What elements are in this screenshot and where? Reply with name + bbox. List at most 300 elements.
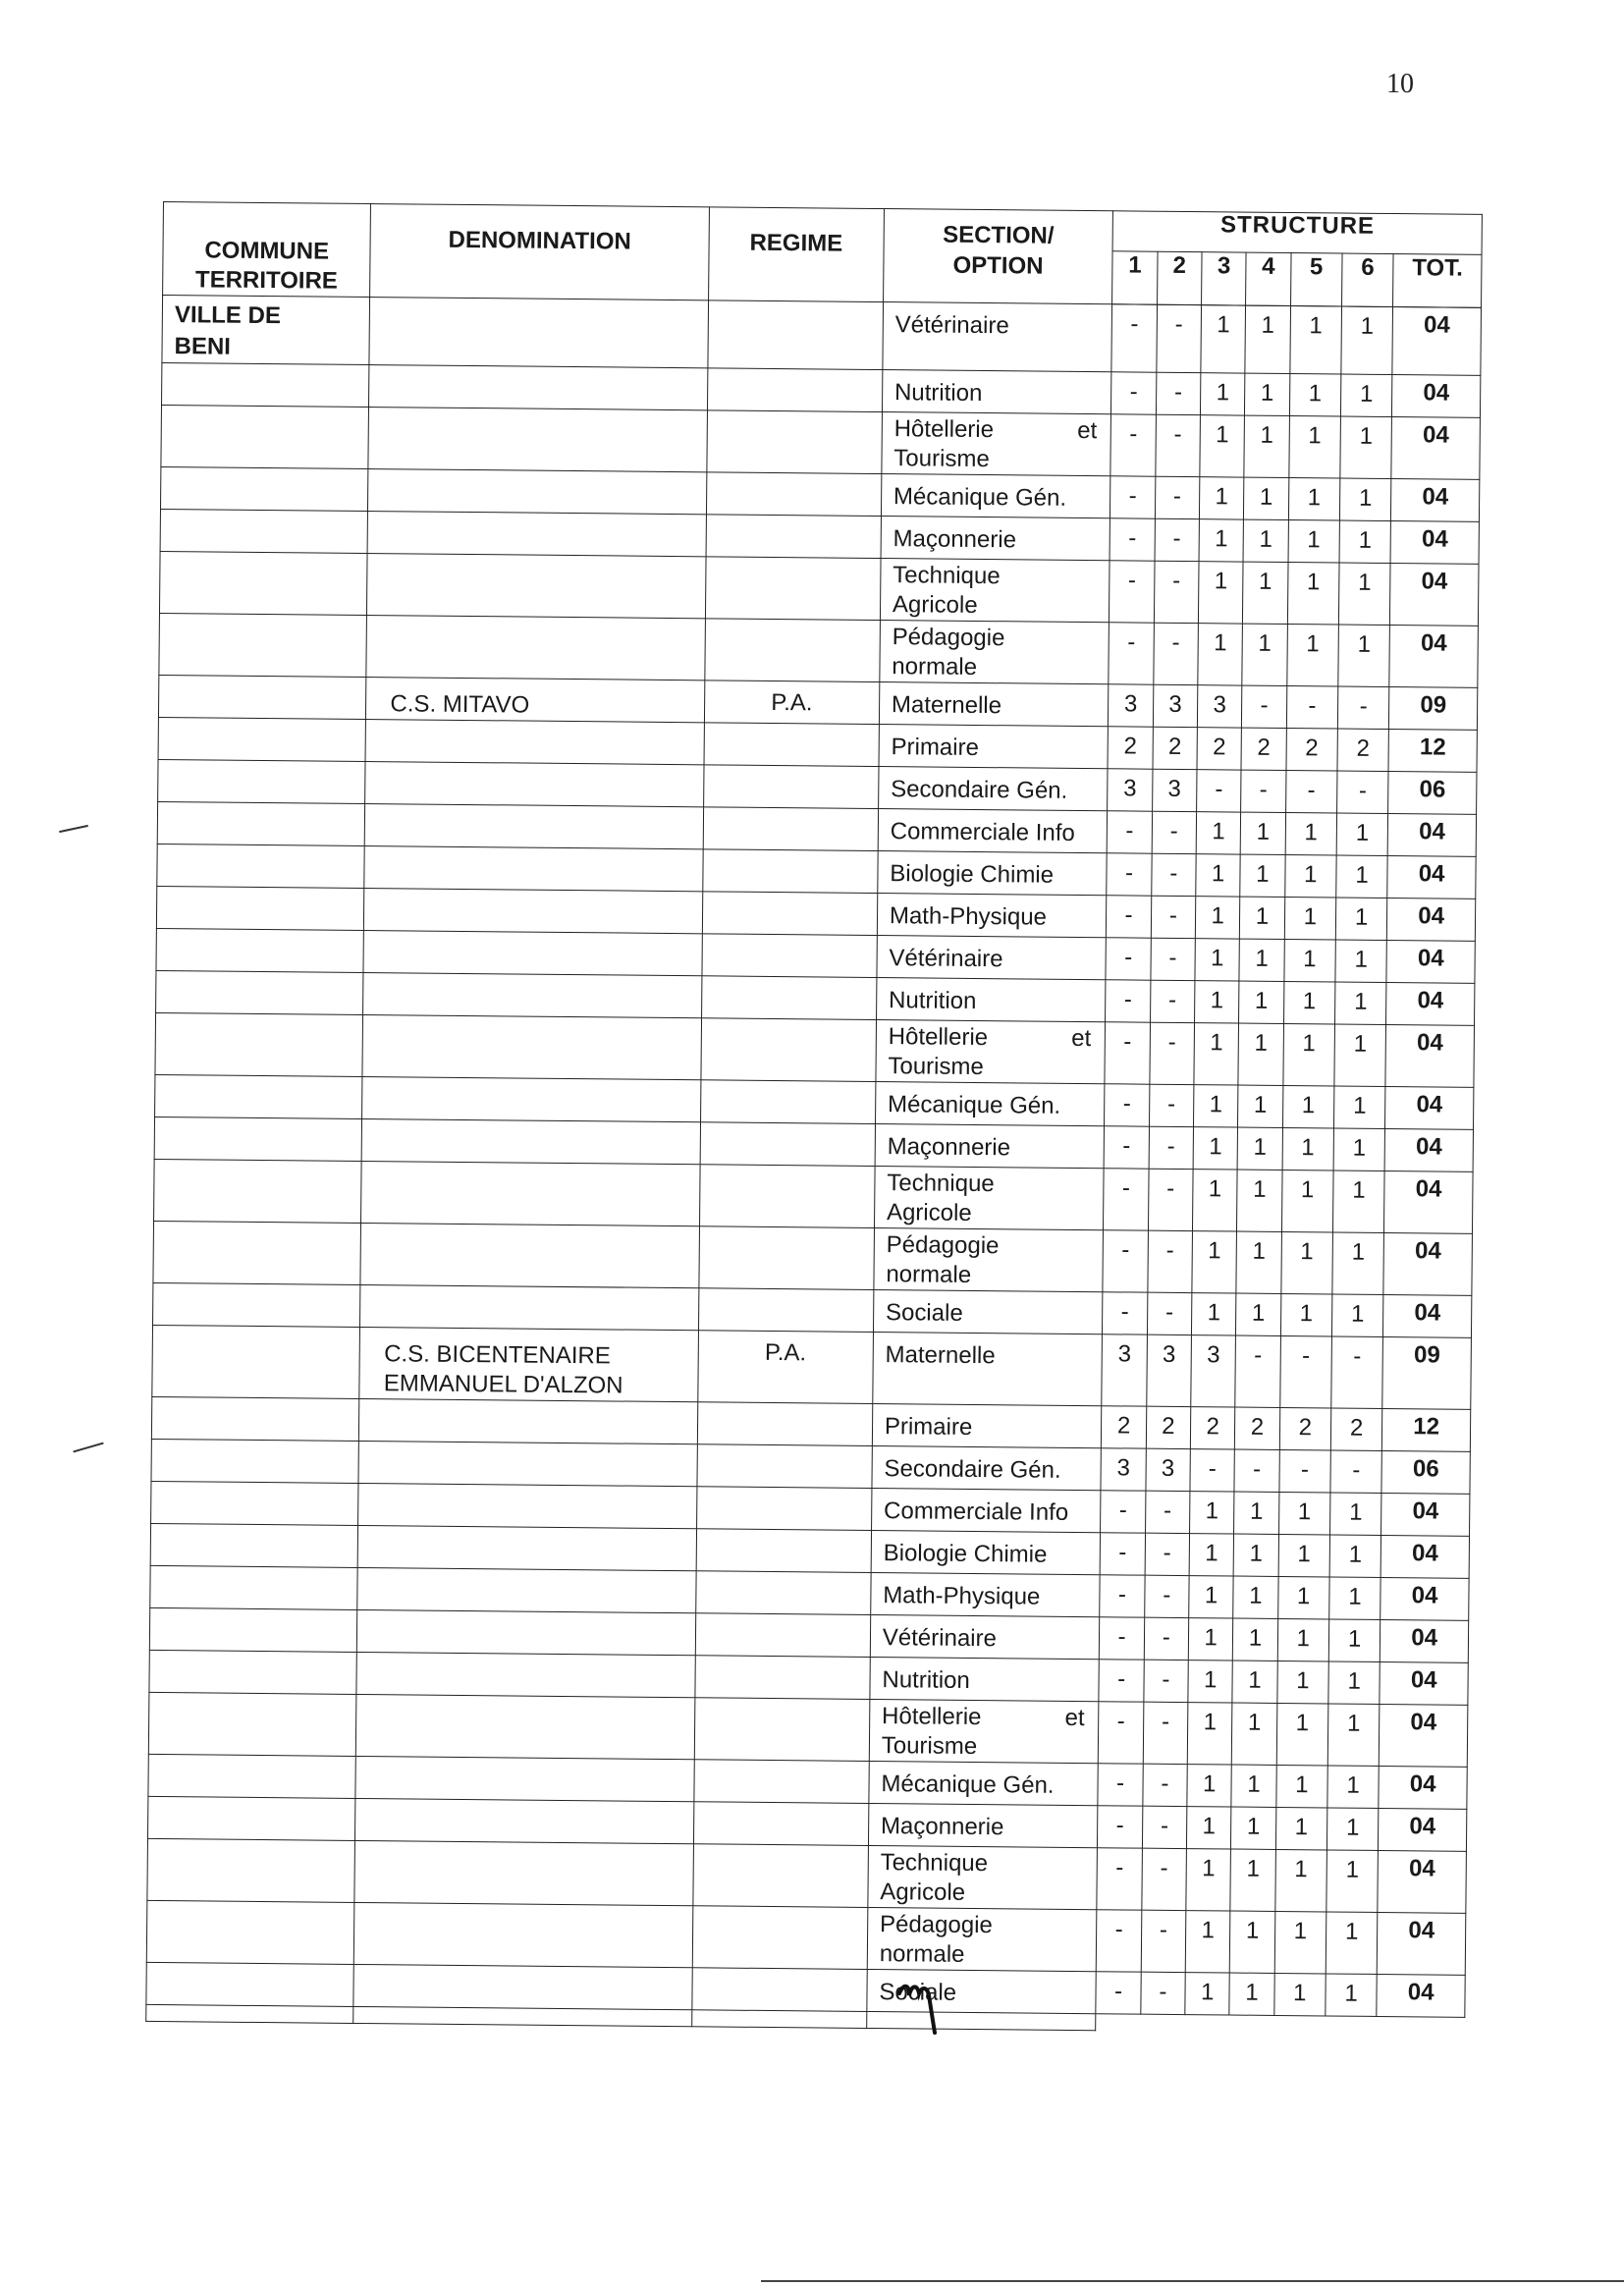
cell-level-1 — [1097, 1848, 1142, 1910]
cell-denomination — [365, 762, 704, 807]
level-value: 1 — [1358, 526, 1373, 554]
cell-section-option — [880, 559, 1110, 623]
cell-level-1 — [1101, 1491, 1146, 1533]
cell-level-2 — [1146, 1334, 1191, 1406]
level-value: 1 — [1210, 1029, 1223, 1057]
cell-level-1 — [1097, 1910, 1142, 1972]
cell-denomination — [361, 1161, 700, 1225]
level-value: 1 — [1301, 1092, 1316, 1119]
level-value: - — [1165, 1236, 1174, 1264]
level-value: 1 — [1215, 525, 1228, 553]
cell-level-2 — [1150, 980, 1195, 1022]
cell-level-3 — [1195, 981, 1240, 1023]
cell-level-3 — [1189, 1534, 1234, 1576]
level-value: 1 — [1202, 1770, 1217, 1798]
level-value: 1 — [1355, 819, 1370, 846]
cell-level-1 — [1110, 561, 1155, 623]
cell-level-6 — [1330, 1450, 1382, 1494]
cell-commune — [153, 1282, 361, 1327]
cell-denomination — [354, 1902, 693, 1967]
level-value: - — [1129, 378, 1138, 406]
table-row — [162, 296, 1482, 376]
cell-level-3 — [1198, 624, 1243, 685]
option-label: Maçonnerie — [880, 1813, 1004, 1841]
cell-level-3 — [1200, 415, 1245, 477]
total-value: 06 — [1412, 1455, 1439, 1483]
cell-level-3 — [1186, 1849, 1231, 1911]
cell-level-5 — [1286, 686, 1338, 730]
cell-regime — [700, 1080, 876, 1124]
level-value: - — [1166, 1090, 1176, 1117]
cell-total — [1388, 730, 1477, 773]
cell-level-6 — [1337, 729, 1389, 772]
cell-level-2 — [1144, 1660, 1189, 1702]
level-value: 1 — [1296, 1583, 1311, 1610]
cell-level-2 — [1147, 1292, 1192, 1334]
cell-denomination — [367, 512, 706, 557]
cell-level-6 — [1328, 1619, 1380, 1662]
total-value: 04 — [1418, 902, 1445, 930]
level-value: 1 — [1359, 422, 1374, 450]
cell-level-1 — [1108, 811, 1153, 853]
cell-total — [1380, 1661, 1468, 1705]
cell-section-option — [868, 1803, 1098, 1847]
level-value: 1 — [1307, 484, 1322, 512]
cell-total — [1391, 479, 1480, 522]
level-value: - — [1167, 1028, 1176, 1056]
level-value: - — [1127, 628, 1136, 656]
level-value: 1 — [1247, 1709, 1262, 1736]
level-value: 1 — [1245, 1979, 1259, 2006]
cell-total — [1380, 1535, 1469, 1578]
header-structure: STRUCTURE — [1112, 211, 1482, 255]
cell-regime — [706, 472, 882, 517]
cell-section-option — [875, 1124, 1105, 1169]
cell-commune — [157, 801, 365, 845]
level-value: 1 — [1251, 1299, 1266, 1327]
cell-level-4 — [1239, 939, 1284, 981]
total-value: 06 — [1419, 776, 1446, 803]
cell-level-4 — [1233, 1534, 1278, 1576]
cell-level-2 — [1150, 1022, 1195, 1084]
cell-level-1 — [1108, 769, 1153, 811]
cell-level-6 — [1332, 1232, 1384, 1294]
table-body — [146, 296, 1482, 2035]
cell-level-2 — [1148, 1169, 1193, 1230]
cell-level-5 — [1289, 306, 1341, 374]
cell-total — [1392, 375, 1481, 418]
option-label: Pédagogie — [886, 1231, 1000, 1260]
cell-section-option — [867, 1907, 1097, 1971]
cell-level-5 — [1280, 1231, 1332, 1293]
cell-level-1 — [1107, 853, 1152, 896]
cell-level-6 — [1338, 625, 1390, 686]
cell-level-2 — [1154, 623, 1199, 684]
level-value: 1 — [1346, 1710, 1361, 1737]
cell-level-4 — [1231, 1807, 1276, 1849]
cell-commune — [154, 1159, 362, 1223]
cell-commune — [155, 1012, 363, 1076]
level-value: - — [1171, 628, 1180, 656]
cell-commune — [152, 1325, 360, 1398]
cell-level-6 — [1327, 1704, 1380, 1766]
cell-commune — [149, 1607, 357, 1652]
level-value: - — [1117, 1623, 1126, 1651]
cell-regime — [701, 976, 877, 1020]
level-value: 1 — [1345, 1856, 1360, 1883]
level-value: 1 — [1300, 1176, 1315, 1204]
level-value: - — [1260, 691, 1269, 719]
total-value: 09 — [1413, 1341, 1440, 1369]
cell-section-option — [876, 978, 1106, 1022]
cell-section-option — [878, 767, 1108, 811]
cell-level-4 — [1236, 1293, 1281, 1335]
level-value: - — [1172, 567, 1181, 594]
level-value: 1 — [1208, 1237, 1221, 1265]
level-value: 2 — [1162, 1412, 1175, 1440]
cell-level-4 — [1235, 1407, 1280, 1449]
cell-level-5 — [1276, 1661, 1328, 1704]
option-label: Hôtellerie — [893, 415, 995, 444]
total-value: 04 — [1408, 1855, 1435, 1882]
cell-level-3 — [1191, 1335, 1236, 1407]
level-value: 3 — [1161, 1454, 1175, 1482]
cell-regime — [699, 1165, 875, 1228]
cell-commune — [154, 1116, 362, 1161]
header-level-1: 1 — [1112, 251, 1158, 304]
level-value: 1 — [1260, 379, 1274, 407]
cell-denomination — [356, 1652, 695, 1697]
cell-level-3 — [1191, 1293, 1236, 1335]
cell-level-3 — [1190, 1492, 1235, 1534]
total-value: 04 — [1412, 1497, 1439, 1525]
cell-denomination — [358, 1441, 697, 1486]
cell-section-option — [874, 1228, 1104, 1292]
cell-commune — [158, 717, 366, 761]
level-value: - — [1208, 1455, 1217, 1483]
cell-level-6 — [1337, 686, 1389, 730]
cell-total — [1380, 1619, 1469, 1662]
cell-level-2 — [1145, 1533, 1190, 1575]
cell-regime — [698, 1288, 874, 1333]
level-value: 1 — [1204, 1582, 1218, 1609]
level-value: 1 — [1296, 1625, 1311, 1653]
cell-level-5 — [1286, 625, 1338, 686]
header-section-line1: SECTION/ — [943, 221, 1055, 249]
level-value: 1 — [1350, 1300, 1365, 1328]
level-value: 1 — [1249, 1497, 1264, 1525]
structure-table-container — [145, 201, 1483, 2035]
level-value: - — [1125, 817, 1134, 844]
cell-level-6 — [1332, 1171, 1384, 1232]
cell-commune — [156, 886, 364, 930]
level-value: 2 — [1298, 1414, 1313, 1442]
total-value: 04 — [1415, 1133, 1442, 1161]
cell-level-3 — [1194, 1085, 1239, 1127]
cell-level-4 — [1238, 1023, 1283, 1085]
cell-denomination — [367, 554, 706, 619]
level-value: - — [1359, 692, 1368, 720]
level-value: - — [1118, 1497, 1127, 1524]
total-value: 04 — [1410, 1666, 1437, 1694]
header-level-5: 5 — [1290, 253, 1342, 306]
cell-section-option — [882, 370, 1111, 414]
level-value: 1 — [1348, 1541, 1363, 1568]
level-value: 1 — [1249, 1540, 1264, 1567]
cell-level-1 — [1104, 1169, 1149, 1230]
level-value: 3 — [1116, 1454, 1131, 1482]
cell-total — [1379, 1808, 1467, 1851]
level-value: 1 — [1258, 629, 1272, 657]
level-value: - — [1160, 1812, 1169, 1839]
cell-level-5 — [1283, 981, 1335, 1024]
cell-level-1 — [1111, 304, 1157, 372]
cell-total — [1380, 1704, 1468, 1767]
option-label: Secondaire Gén. — [891, 776, 1068, 804]
total-value: 04 — [1422, 421, 1449, 449]
header-commune — [163, 202, 371, 298]
level-value: 1 — [1347, 1625, 1362, 1653]
level-value: 2 — [1349, 1414, 1364, 1442]
cell-level-6 — [1334, 1024, 1386, 1086]
level-value: - — [1300, 1456, 1310, 1484]
level-value: 1 — [1255, 945, 1269, 972]
cell-level-3 — [1200, 373, 1245, 415]
cell-regime — [693, 1844, 869, 1908]
cell-regime — [705, 557, 881, 621]
cell-level-6 — [1341, 306, 1393, 374]
cell-level-4 — [1236, 1231, 1281, 1293]
cell-section-option — [873, 1289, 1103, 1334]
header-regime: REGIME — [708, 207, 884, 302]
cell-level-1 — [1110, 518, 1155, 561]
option-label-continued: Agricole — [880, 1879, 966, 1906]
cell-commune — [146, 1962, 354, 2006]
cell-section-option — [871, 1572, 1101, 1616]
cell-total — [1385, 1024, 1474, 1087]
level-value: - — [1173, 378, 1183, 406]
cell-level-4 — [1243, 562, 1288, 624]
option-label: Biologie Chimie — [883, 1540, 1048, 1568]
bottom-rule — [761, 2280, 1624, 2282]
cell-level-4 — [1245, 305, 1290, 373]
cell-level-5 — [1275, 1765, 1327, 1808]
cell-denomination — [363, 972, 702, 1017]
level-value: - — [1173, 420, 1182, 448]
cell-level-3 — [1189, 1576, 1234, 1618]
level-value: 1 — [1346, 1771, 1360, 1799]
option-label: Maternelle — [885, 1341, 996, 1370]
level-value: - — [1159, 1978, 1167, 2005]
cell-denomination — [356, 1694, 695, 1759]
header-commune-line2: TERRITOIRE — [194, 266, 339, 295]
cell-level-5 — [1279, 1335, 1331, 1407]
cell-level-1 — [1098, 1764, 1143, 1806]
cell-section-option — [870, 1657, 1100, 1701]
cell-level-1 — [1101, 1533, 1146, 1575]
cell-commune — [146, 1900, 354, 1964]
cell-commune — [160, 466, 368, 511]
level-value: 1 — [1200, 1979, 1215, 2006]
cell-regime — [695, 1656, 871, 1700]
cell-denomination — [369, 298, 708, 368]
level-value: - — [1252, 1455, 1262, 1483]
cell-denomination — [358, 1483, 697, 1528]
cell-level-4 — [1233, 1618, 1278, 1661]
cell-level-5 — [1278, 1492, 1330, 1535]
level-value: - — [1130, 310, 1139, 338]
cell-total — [1380, 1577, 1469, 1620]
cell-level-1 — [1099, 1702, 1144, 1764]
cell-level-2 — [1142, 1848, 1187, 1910]
cell-commune — [160, 509, 368, 553]
header-section — [883, 209, 1112, 304]
cell-regime — [702, 934, 878, 978]
cell-level-1 — [1104, 1126, 1149, 1169]
level-value: 1 — [1345, 1814, 1360, 1841]
level-value: 1 — [1248, 1666, 1262, 1694]
cell-section-option — [878, 809, 1108, 853]
level-value: 1 — [1308, 380, 1323, 408]
level-value: 1 — [1211, 860, 1225, 888]
level-value: 1 — [1214, 568, 1228, 595]
cell-section-option — [870, 1614, 1100, 1659]
level-value: 1 — [1212, 818, 1225, 845]
cell-level-4 — [1232, 1703, 1277, 1765]
level-value: - — [1123, 1028, 1132, 1056]
cell-commune — [159, 613, 367, 677]
cell-total — [1383, 1294, 1472, 1337]
cell-level-4 — [1237, 1170, 1282, 1231]
level-value: 1 — [1294, 1856, 1308, 1883]
level-value: 1 — [1217, 311, 1230, 339]
cell-level-1 — [1107, 896, 1152, 938]
option-label: Vétérinaire — [894, 311, 1009, 340]
cell-regime — [697, 1331, 873, 1404]
level-value: 1 — [1359, 380, 1374, 408]
cell-section-option — [880, 621, 1110, 684]
level-value: 1 — [1360, 312, 1375, 340]
total-value: 04 — [1424, 311, 1450, 339]
cell-level-2 — [1149, 1126, 1194, 1169]
cell-regime — [707, 410, 883, 474]
cell-commune — [148, 1754, 356, 1798]
cell-level-6 — [1326, 1850, 1379, 1912]
level-value: 1 — [1248, 1624, 1263, 1652]
cell-denomination — [365, 804, 704, 849]
cell-section-option — [877, 936, 1107, 980]
cell-level-3 — [1188, 1661, 1233, 1703]
level-value: 2 — [1123, 733, 1138, 760]
cell-commune — [155, 1074, 363, 1118]
option-label: Nutrition — [893, 379, 983, 408]
cell-level-3 — [1195, 897, 1240, 939]
cell-level-4 — [1234, 1449, 1279, 1492]
level-value: 1 — [1253, 1091, 1268, 1118]
level-value: 1 — [1216, 421, 1229, 449]
cell-level-1 — [1103, 1230, 1148, 1292]
margin-mark — [73, 1443, 103, 1453]
level-value: 1 — [1255, 902, 1270, 930]
cell-denomination — [368, 408, 707, 472]
cell-section-option — [881, 517, 1110, 561]
cell-regime — [695, 1613, 871, 1658]
cell-level-4 — [1245, 373, 1290, 415]
level-value: 2 — [1305, 735, 1319, 762]
level-value: 1 — [1209, 1133, 1222, 1161]
cell-level-4 — [1243, 519, 1288, 562]
level-value: - — [1166, 1132, 1175, 1160]
cell-level-2 — [1156, 372, 1201, 414]
cell-section-option — [869, 1699, 1099, 1763]
cell-level-2 — [1141, 1972, 1186, 2014]
cell-level-1 — [1110, 414, 1156, 476]
cell-level-5 — [1282, 1085, 1334, 1128]
margin-mark — [59, 825, 88, 833]
cell-commune — [150, 1565, 358, 1609]
level-value: 1 — [1299, 1300, 1314, 1328]
cell-level-2 — [1154, 561, 1199, 623]
cell-level-3 — [1197, 728, 1242, 770]
level-value: - — [1307, 777, 1316, 804]
cell-denomination — [362, 1014, 701, 1079]
cell-total — [1384, 1171, 1473, 1233]
option-label: Hôtellerie — [888, 1023, 989, 1052]
option-label: Vétérinaire — [889, 945, 1003, 973]
cell-regime — [703, 765, 879, 809]
level-value: - — [1254, 1341, 1263, 1369]
level-value: 1 — [1256, 818, 1271, 845]
cell-level-4 — [1230, 1911, 1275, 1973]
cell-level-6 — [1326, 1912, 1378, 1974]
cell-denomination — [357, 1609, 696, 1655]
cell-total — [1377, 1974, 1465, 2017]
option-label: Technique — [887, 1170, 995, 1198]
cell-total — [1387, 856, 1476, 899]
cell-section-option — [875, 1082, 1105, 1126]
cell-level-6 — [1338, 563, 1390, 625]
level-value: - — [1172, 524, 1181, 552]
cell-level-4 — [1232, 1661, 1277, 1703]
cell-section-option — [879, 682, 1109, 727]
level-value: 1 — [1258, 568, 1272, 595]
level-value: - — [1124, 901, 1133, 929]
level-value: 1 — [1293, 1918, 1308, 1945]
cell-regime — [694, 1760, 870, 1804]
level-value: 1 — [1294, 1814, 1309, 1841]
cell-empty — [146, 2004, 354, 2023]
level-value: 1 — [1297, 1498, 1312, 1526]
cell-regime — [706, 515, 882, 559]
level-value: 1 — [1302, 988, 1317, 1015]
level-value: - — [1168, 901, 1178, 929]
cell-level-5 — [1286, 729, 1338, 772]
cell-level-3 — [1196, 812, 1241, 854]
level-value: 1 — [1261, 311, 1275, 339]
header-level-4: 4 — [1246, 252, 1291, 305]
cell-level-5 — [1277, 1576, 1329, 1619]
level-value: - — [1124, 859, 1134, 887]
total-value: 04 — [1409, 1813, 1436, 1840]
total-value: 04 — [1421, 525, 1448, 553]
level-value: 1 — [1357, 630, 1372, 658]
regime-value: P.A. — [764, 1338, 807, 1367]
cell-total — [1388, 772, 1477, 815]
cell-section-option — [879, 725, 1109, 769]
cell-level-2 — [1148, 1230, 1193, 1292]
level-value: - — [1160, 1854, 1168, 1881]
cell-level-6 — [1331, 1336, 1383, 1408]
